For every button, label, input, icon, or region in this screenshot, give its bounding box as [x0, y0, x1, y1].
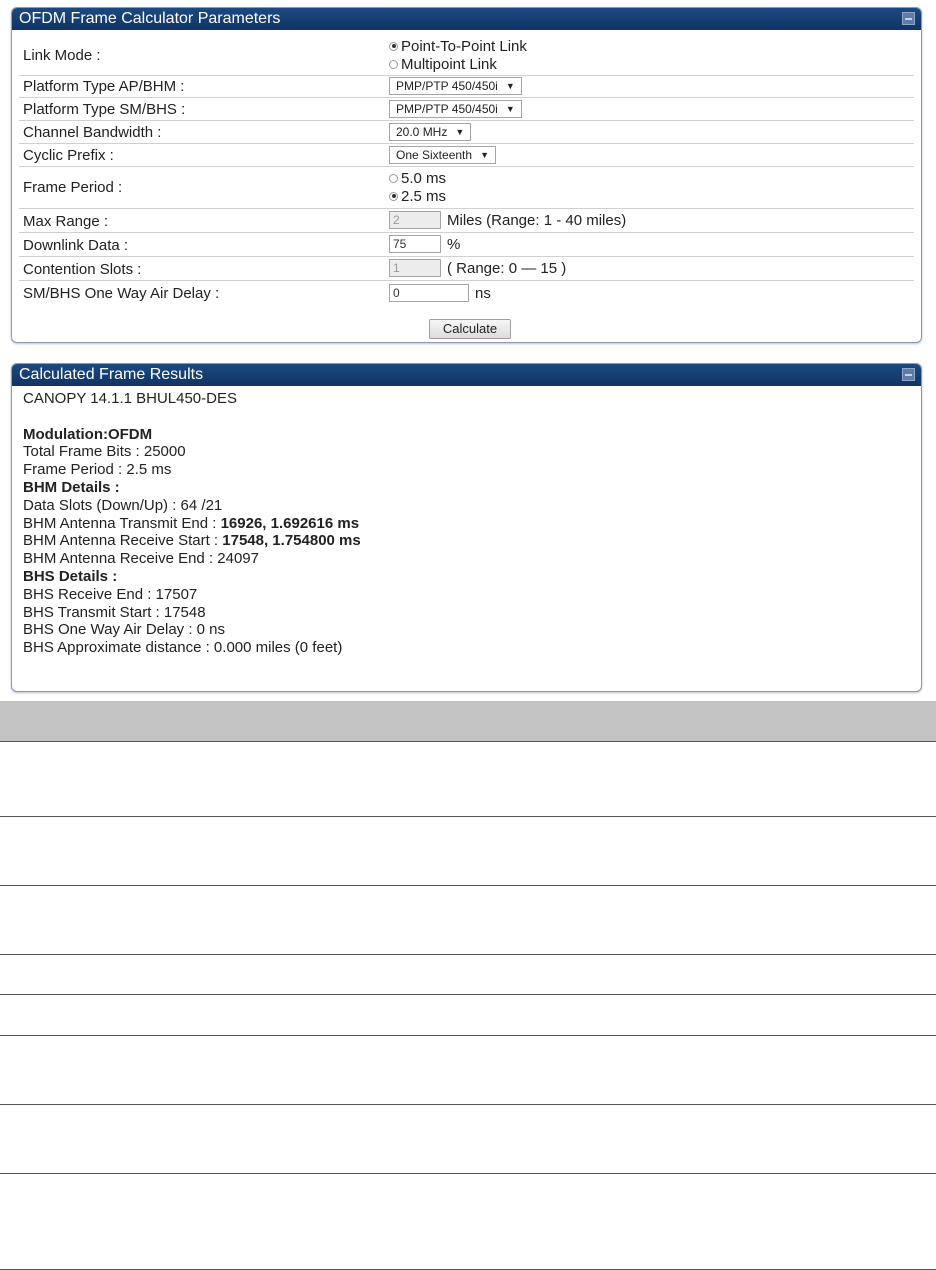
- bhs-one-way-delay: BHS One Way Air Delay : 0 ns: [23, 621, 226, 639]
- bhs-approx-distance: BHS Approximate distance : 0.000 miles (0 feet): [23, 639, 343, 657]
- row-air-delay: [19, 281, 914, 304]
- bhm-receive-end: BHM Antenna Receive End : 24097: [23, 550, 259, 568]
- max-range-label: Max Range :: [23, 213, 109, 230]
- radio-unselected-icon[interactable]: [389, 174, 398, 183]
- max-range-input[interactable]: 2: [389, 211, 441, 229]
- row-max-range: [19, 209, 914, 233]
- table-row: [0, 886, 936, 955]
- calculate-button[interactable]: Calculate: [429, 319, 511, 339]
- bhs-details-heading: BHS Details :: [23, 567, 118, 585]
- radio-5ms[interactable]: 5.0 ms: [389, 169, 446, 187]
- results-panel: [11, 363, 922, 692]
- params-panel: [11, 7, 922, 343]
- row-link-mode: [19, 36, 914, 76]
- platform-ap-label: Platform Type AP/BHM :: [23, 78, 185, 95]
- collapse-icon[interactable]: [902, 12, 915, 25]
- results-body: [12, 386, 921, 657]
- collapse-icon[interactable]: [902, 368, 915, 381]
- results-panel-header: [12, 364, 921, 386]
- contention-input[interactable]: 1: [389, 259, 441, 277]
- contention-label: Contention Slots :: [23, 261, 142, 278]
- dropdown-arrow-icon: ▼: [455, 127, 465, 137]
- bhs-receive-end: BHS Receive End : 17507: [23, 585, 198, 603]
- document-table: [0, 701, 936, 1270]
- data-slots: Data Slots (Down/Up) : 64 /21: [23, 496, 223, 514]
- params-panel-title: OFDM Frame Calculator Parameters: [19, 10, 281, 27]
- radio-multipoint[interactable]: Multipoint Link: [389, 55, 527, 73]
- platform-ap-select[interactable]: PMP/PTP 450/450i ▼: [389, 77, 522, 95]
- max-range-unit: Miles (Range: 1 - 40 miles): [447, 211, 627, 229]
- row-cyclic-prefix: [19, 144, 914, 167]
- table-row: [0, 742, 936, 817]
- row-frame-period: [19, 167, 914, 209]
- table-row: [0, 1036, 936, 1105]
- platform-sm-select[interactable]: PMP/PTP 450/450i ▼: [389, 100, 522, 118]
- results-panel-title: Calculated Frame Results: [19, 366, 204, 383]
- dropdown-arrow-icon: ▼: [505, 81, 515, 91]
- dropdown-arrow-icon: ▼: [480, 150, 489, 160]
- bhm-details-heading: BHM Details :: [23, 478, 120, 496]
- link-mode-label: Link Mode :: [23, 47, 101, 64]
- row-contention-slots: [19, 257, 914, 281]
- radio-selected-icon[interactable]: [389, 192, 398, 201]
- row-platform-ap: [19, 76, 914, 98]
- downlink-input[interactable]: 75: [389, 235, 441, 253]
- params-panel-header: [12, 8, 921, 30]
- cyclic-prefix-label: Cyclic Prefix :: [23, 147, 114, 164]
- frame-period-label: Frame Period :: [23, 179, 123, 196]
- platform-sm-label: Platform Type SM/BHS :: [23, 101, 186, 118]
- table-row: [0, 1105, 936, 1174]
- modulation-heading: Modulation:OFDM: [23, 425, 153, 443]
- cyclic-prefix-select[interactable]: One Sixteenth ▼: [389, 146, 496, 164]
- dropdown-arrow-icon: ▼: [505, 104, 515, 114]
- radio-unselected-icon[interactable]: [389, 60, 398, 69]
- air-delay-unit: ns: [475, 284, 491, 302]
- table-row: [0, 1174, 936, 1270]
- total-frame-bits: Total Frame Bits : 25000: [23, 443, 186, 461]
- air-delay-label: SM/BHS One Way Air Delay :: [23, 285, 220, 302]
- bhs-transmit-start: BHS Transmit Start : 17548: [23, 603, 206, 621]
- channel-bw-select[interactable]: 20.0 MHz ▼: [389, 123, 471, 141]
- version-text: CANOPY 14.1.1 BHUL450-DES: [23, 390, 237, 407]
- channel-bw-label: Channel Bandwidth :: [23, 124, 162, 141]
- bhm-transmit-end: BHM Antenna Transmit End : 16926, 1.692616 ms: [23, 514, 360, 532]
- table-header-row: [0, 701, 936, 742]
- radio-point-to-point[interactable]: Point-To-Point Link: [389, 37, 527, 55]
- table-row: [0, 995, 936, 1036]
- air-delay-input[interactable]: 0: [389, 284, 469, 302]
- contention-unit: ( Range: 0 — 15 ): [447, 259, 567, 277]
- spacer: [23, 408, 921, 426]
- downlink-label: Downlink Data :: [23, 237, 129, 254]
- row-downlink-data: [19, 233, 914, 257]
- frame-period-result: Frame Period : 2.5 ms: [23, 461, 172, 479]
- table-row: [0, 817, 936, 886]
- radio-2-5ms[interactable]: 2.5 ms: [389, 187, 446, 205]
- row-channel-bandwidth: [19, 121, 914, 144]
- table-row: [0, 955, 936, 995]
- downlink-unit: %: [447, 235, 461, 253]
- radio-selected-icon[interactable]: [389, 42, 398, 51]
- bhm-receive-start: BHM Antenna Receive Start : 17548, 1.754800 ms: [23, 532, 361, 550]
- row-platform-sm: [19, 98, 914, 121]
